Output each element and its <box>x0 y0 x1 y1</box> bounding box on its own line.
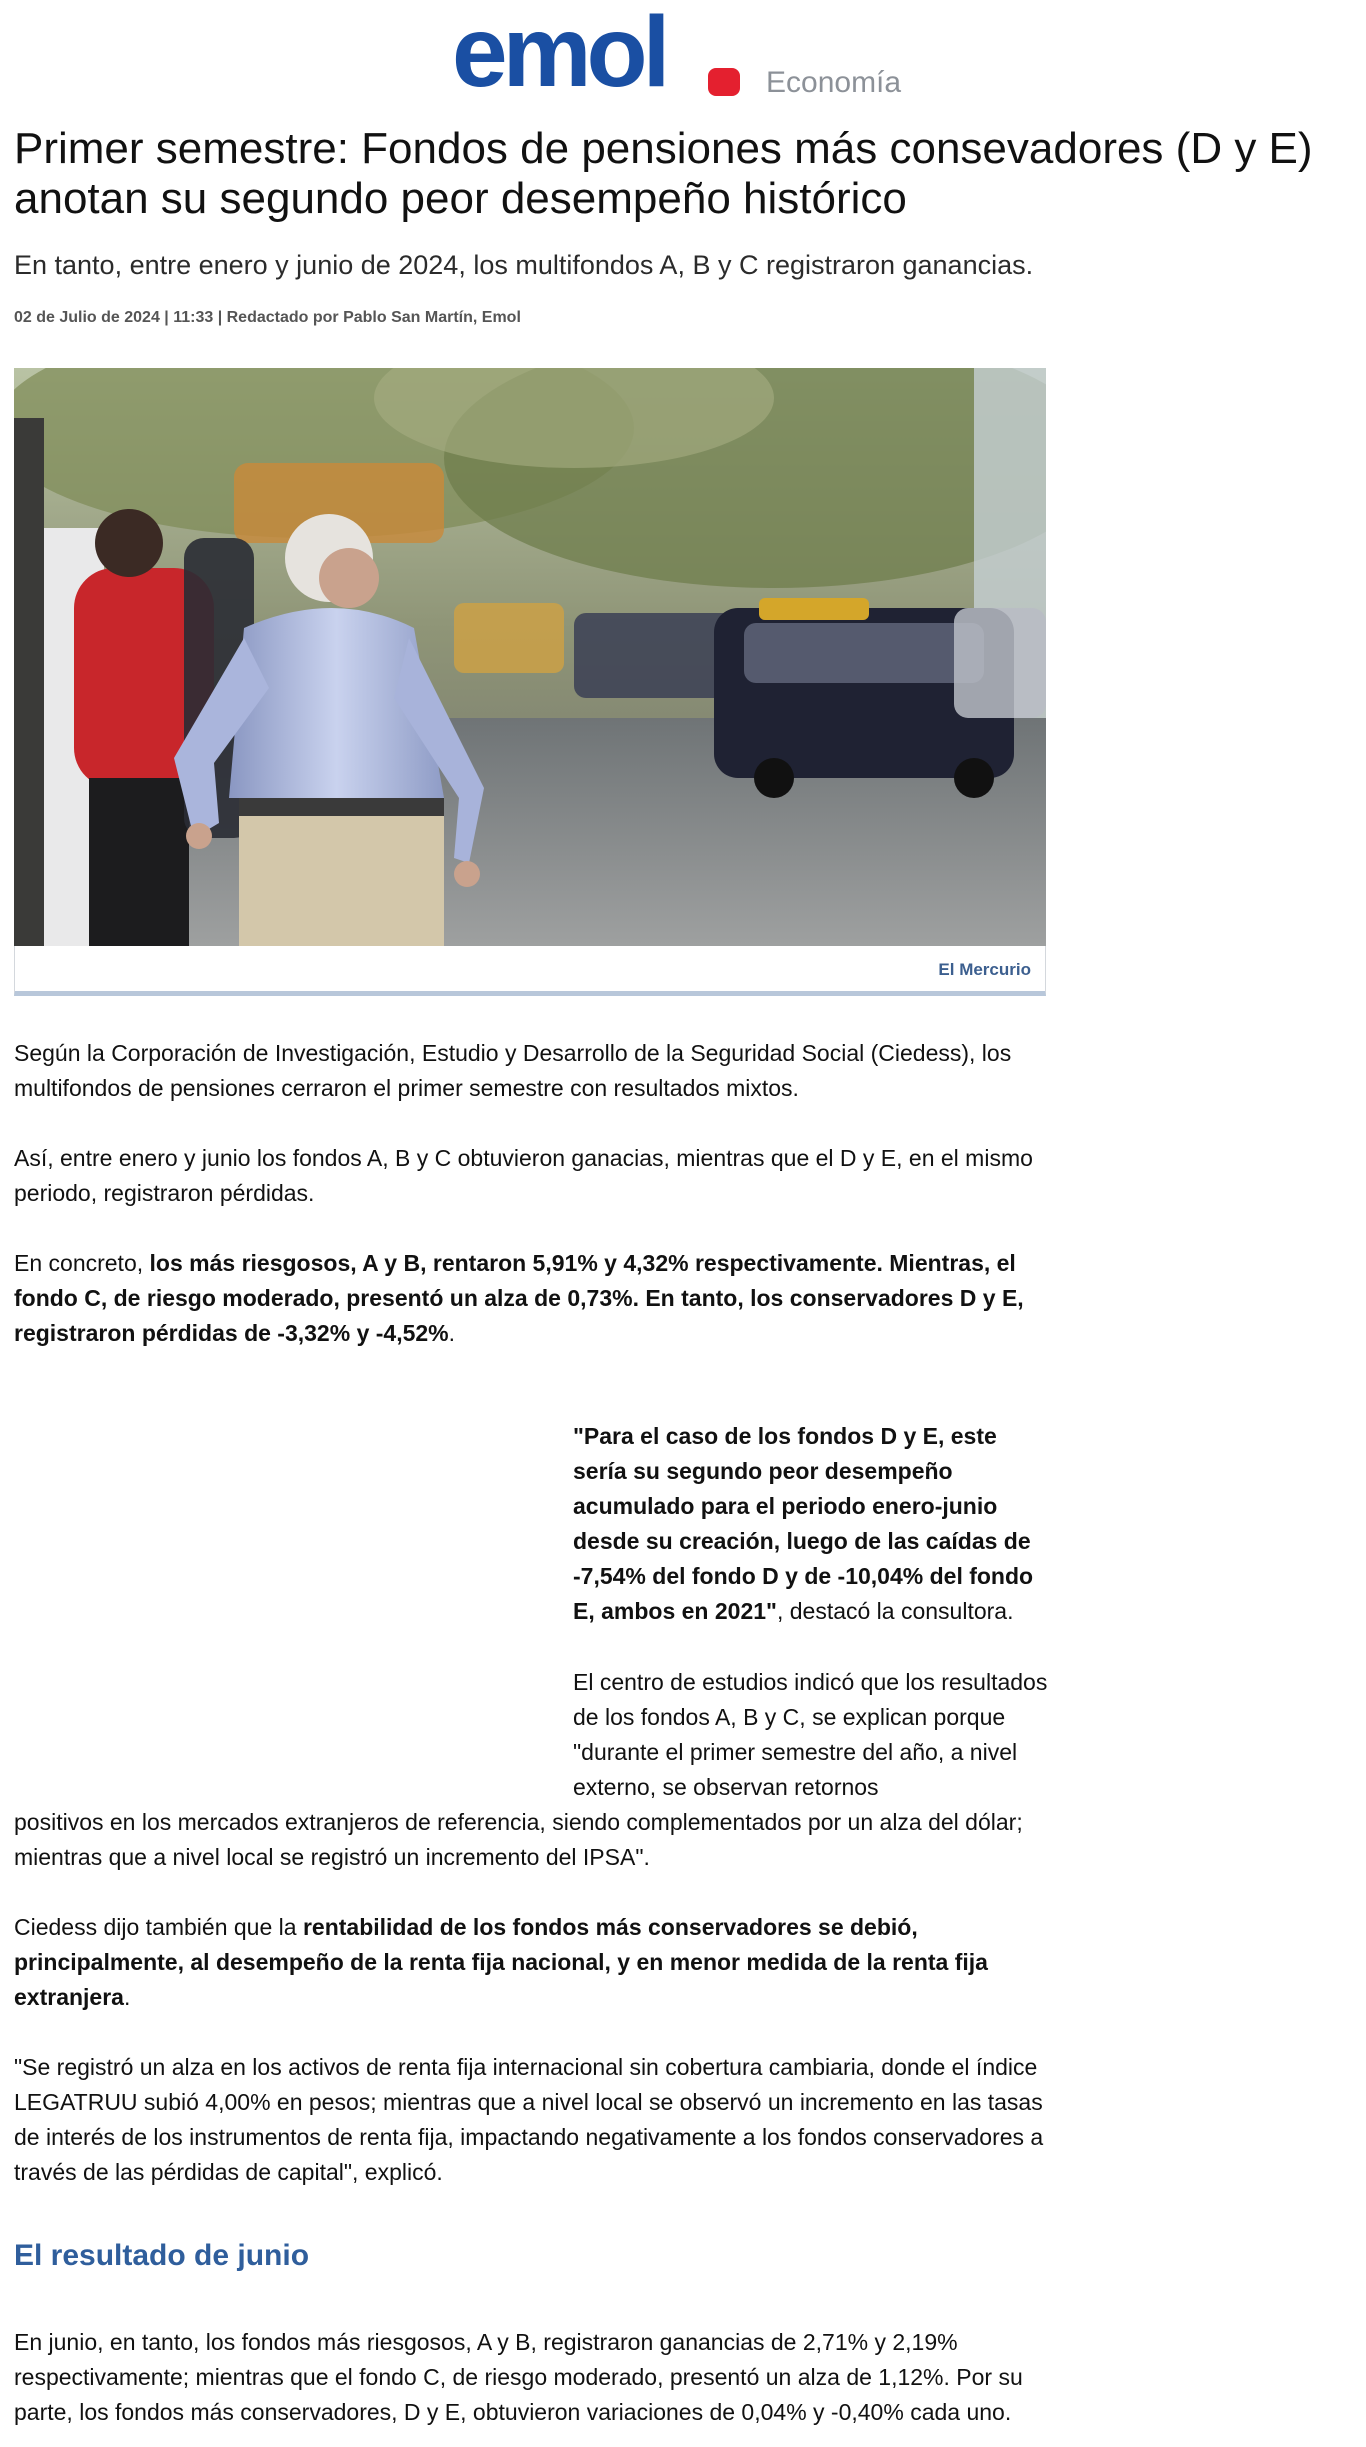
photo-credit: El Mercurio <box>938 960 1031 979</box>
paragraph-5-continued: positivos en los mercados extranjeros de referencia, siendo complementados por un alza del dólar; mientras que a nivel local se registró un incremento del IPSA". <box>14 1809 1023 1870</box>
pull-quote <box>573 1419 1051 1629</box>
pull-quote-bold: "Para el caso de los fondos D y E, este sería su segundo peor desempeño acumulado para el periodo enero-junio desde su creación, luego de las caídas de -7,54% del fondo D y de -10,04% del fondo E, ambos en 2021" <box>573 1423 1034 1624</box>
paragraph-3 <box>14 1246 1054 1351</box>
article-photo[interactable] <box>14 368 1046 946</box>
logo-red-dot <box>708 68 740 96</box>
article-headline: Primer semestre: Fondos de pensiones más consevadores (D y E) anotan su segundo peor desempeño histórico <box>14 124 1313 223</box>
paragraph-3-lead: En concreto, <box>14 1250 150 1276</box>
paragraph-3-bold: los más riesgosos, A y B, rentaron 5,91% y 4,32% respectivamente. Mientras, el fondo C, de riesgo moderado, presentó un alza de 0,73%. En tanto, los conservadores D y E, registraron pérdidas de -3,32% y -4,52% <box>14 1250 1024 1346</box>
paragraph-6-lead: Ciedess dijo también que la <box>14 1914 303 1940</box>
paragraph-6 <box>14 1910 1054 2015</box>
paragraph-5-wrapped: El centro de estudios indicó que los resultados de los fondos A, B y C, se explican porque "durante el primer semestre del año, a nivel externo, se observan retornos <box>573 1669 1048 1800</box>
section-label[interactable]: Economía <box>766 66 902 99</box>
street-scene-illustration <box>14 368 1046 946</box>
paragraph-6-bold: rentabilidad de los fondos más conservadores se debió, principalmente, al desempeño de la renta fija nacional, y en menor medida de la renta fija extranjera <box>14 1914 988 2010</box>
paragraph-7: "Se registró un alza en los activos de renta fija internacional sin cobertura cambiaria, donde el índice LEGATRUU subió 4,00% en pesos; mientras que a nivel local se observó un incremento en las tasas de interés de los instrumentos de renta fija, impactando negativamente a los fondos conservadores a través de las pérdidas de capital", explicó. <box>14 2054 1044 2185</box>
pull-quote-tail: , destacó la consultora. <box>776 1598 1014 1624</box>
paragraph-8: En junio, en tanto, los fondos más riesgosos, A y B, registraron ganancias de 2,71% y 2,19% respectivamente; mientras que el fondo C, de riesgo moderado, presentó un alza de 1,12%. Por su parte, los fondos más conservadores, D y E, obtuvieron variaciones de 0,04% y -0,40% cada uno. <box>14 2329 1023 2425</box>
article-meta: 02 de Julio de 2024 | 11:33 | Redactado por Pablo San Martín, Emol <box>14 309 521 326</box>
site-header <box>0 0 1366 112</box>
article-subhead: En tanto, entre enero y junio de 2024, los multifondos A, B y C registraron ganancias. <box>14 250 1034 280</box>
logo-wordmark: emol <box>452 0 666 108</box>
section-subtitle: El resultado de junio <box>14 2239 310 2272</box>
paragraph-6-tail: . <box>123 1984 131 2010</box>
emol-logo[interactable] <box>452 0 748 108</box>
paragraph-2: Así, entre enero y junio los fondos A, B y C obtuvieron ganacias, mientras que el D y E, en el mismo periodo, registraron pérdidas. <box>14 1145 1033 1206</box>
paragraph-1: Según la Corporación de Investigación, Estudio y Desarrollo de la Seguridad Social (Ciedess), los multifondos de pensiones cerraron el primer semestre con resultados mixtos. <box>14 1040 1012 1101</box>
paragraph-3-tail: . <box>448 1320 456 1346</box>
photo-caption-bar <box>14 946 1046 996</box>
